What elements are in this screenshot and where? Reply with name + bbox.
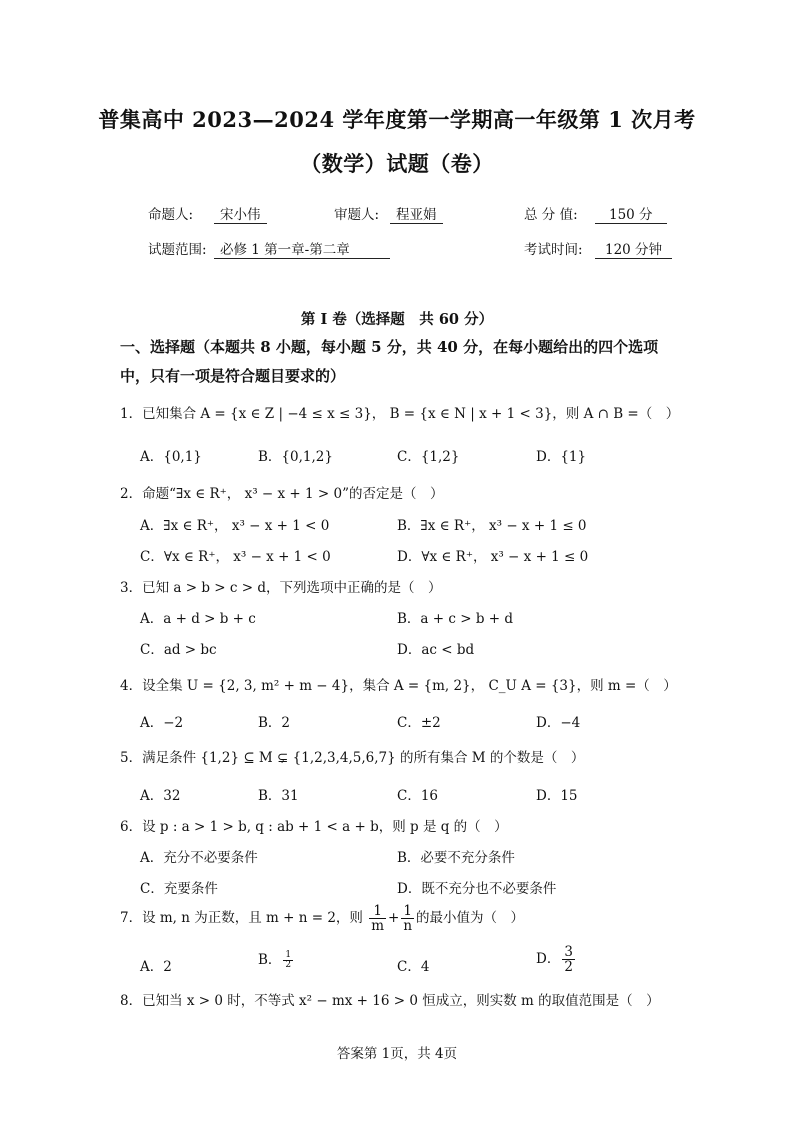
question-5-option-c: C．16 <box>397 788 439 804</box>
question-5-option-d: D．15 <box>536 788 578 804</box>
question-4-stem: 4．设全集 U = {2, 3, m² + m − 4}，集合 A = {m, 2}， C_U A = {3}，则 m =（ ） <box>120 678 677 694</box>
question-4-option-c: C．±2 <box>397 715 441 731</box>
exam-time-value: 120 分钟 <box>595 238 672 259</box>
question-7-fraction-1-denominator: m <box>371 918 385 935</box>
exam-title-line2: （数学）试题（卷） <box>300 151 494 176</box>
reviewer-name <box>390 203 443 224</box>
question-7-option-b-denominator: 2 <box>285 960 292 970</box>
total-score <box>595 203 667 224</box>
section-1-instructions-line2: 中，只有一项是符合题目要求的） <box>120 367 346 385</box>
page-footer: 答案第 1页，共 4页 <box>336 1046 458 1062</box>
question-7-option-b-label: B． <box>258 952 282 968</box>
exam-time-label: 考试时间: <box>524 242 583 258</box>
question-1-option-b: B．{0,1,2} <box>258 449 333 465</box>
question-1-option-c: C．{1,2} <box>397 449 460 465</box>
question-8-stem: 8．已知当 x > 0 时，不等式 x² − mx + 16 > 0 恒成立，则实数 m 的取值范围是（ ） <box>120 993 660 1009</box>
question-1-option-a: A．{0,1} <box>140 449 202 465</box>
exam-time <box>595 238 672 259</box>
question-2-option-a: A．∃x ∈ R⁺， x³ − x + 1 < 0 <box>140 518 330 534</box>
question-7-fraction-1-numerator: 1 <box>369 904 386 919</box>
question-7-option-d-label: D． <box>536 951 561 968</box>
exam-title-line1: 普集高中 2023—2024 学年度第一学期高一年级第 1 次月考 <box>98 107 696 132</box>
question-7-option-d-numerator: 3 <box>564 944 573 960</box>
reviewer-label: 审题人: <box>334 207 380 223</box>
question-7-fraction-2-numerator: 1 <box>401 904 414 919</box>
question-5-option-a: A．32 <box>140 788 181 804</box>
question-3-stem: 3．已知 a > b > c > d，下列选项中正确的是（ ） <box>120 580 442 596</box>
question-7-option-d-fraction <box>562 945 575 974</box>
total-score-label: 总 分 值: <box>524 207 578 223</box>
question-7-option-d <box>536 945 577 974</box>
setter-name <box>214 203 267 224</box>
setter-label: 命题人: <box>148 207 194 223</box>
reviewer-name-value: 程亚娟 <box>390 203 443 224</box>
question-4-option-d: D．−4 <box>536 715 581 731</box>
scope-label: 试题范围: <box>148 242 207 258</box>
scope <box>214 238 390 259</box>
question-7-stem-before: 7．设 m, n 为正数，且 m + n = 2，则 <box>120 910 363 927</box>
question-3-option-d: D．ac < bd <box>397 642 475 658</box>
question-2-stem: 2．命题“∃x ∈ R⁺， x³ − x + 1 > 0”的否定是（ ） <box>120 486 444 502</box>
question-7-option-d-denominator: 2 <box>564 959 573 976</box>
question-5-option-b: B．31 <box>258 788 299 804</box>
question-4-option-a: A．−2 <box>140 715 184 731</box>
part-1-heading: 第 I 卷（选择题 共 60 分） <box>300 311 494 328</box>
question-7-stem <box>120 904 524 933</box>
question-1-stem: 1．已知集合 A = {x ∈ Z | −4 ≤ x ≤ 3}， B = {x ∈ N | x + 1 < 3}，则 A ∩ B =（ ） <box>120 406 680 422</box>
question-7-option-a: A．2 <box>140 959 172 975</box>
question-7-stem-after: 的最小值为（ ） <box>416 910 525 927</box>
question-7-fraction-2-denominator: n <box>403 918 413 935</box>
question-7-option-b-fraction <box>283 951 293 971</box>
question-3-option-c: C．ad > bc <box>140 642 217 658</box>
question-4-option-b: B．2 <box>258 715 291 731</box>
question-2-option-c: C．∀x ∈ R⁺， x³ − x + 1 < 0 <box>140 549 331 565</box>
question-7-option-c: C．4 <box>397 959 430 975</box>
question-5-stem: 5．满足条件 {1,2} ⊆ M ⊊ {1,2,3,4,5,6,7} 的所有集合 M 的个数是（ ） <box>120 750 585 766</box>
question-6-option-c: C．充要条件 <box>140 881 218 897</box>
question-7-plus: + <box>388 910 400 927</box>
scope-value: 必修 1 第一章-第二章 <box>214 238 390 259</box>
question-2-option-d: D．∀x ∈ R⁺， x³ − x + 1 ≤ 0 <box>397 549 589 565</box>
question-7-fraction-1 <box>369 904 386 933</box>
question-3-option-b: B．a + c > b + d <box>397 611 513 627</box>
question-6-option-a: A．充分不必要条件 <box>140 850 258 866</box>
question-1-option-d: D．{1} <box>536 449 587 465</box>
question-7-option-b <box>258 948 295 970</box>
section-1-instructions-line1: 一、选择题（本题共 8 小题，每小题 5 分，共 40 分，在每小题给出的四个选项 <box>120 338 659 356</box>
question-6-option-d: D．既不充分也不必要条件 <box>397 881 557 897</box>
question-7-fraction-2 <box>401 904 414 933</box>
question-6-option-b: B．必要不充分条件 <box>397 850 515 866</box>
question-7-option-b-numerator: 1 <box>285 949 292 960</box>
question-6-stem: 6．设 p : a > 1 > b, q : ab + 1 < a + b，则 p 是 q 的（ ） <box>120 819 508 835</box>
question-2-option-b: B．∃x ∈ R⁺， x³ − x + 1 ≤ 0 <box>397 518 587 534</box>
question-3-option-a: A．a + d > b + c <box>140 611 256 627</box>
setter-name-value: 宋小伟 <box>214 203 267 224</box>
total-score-value: 150 分 <box>595 203 667 224</box>
